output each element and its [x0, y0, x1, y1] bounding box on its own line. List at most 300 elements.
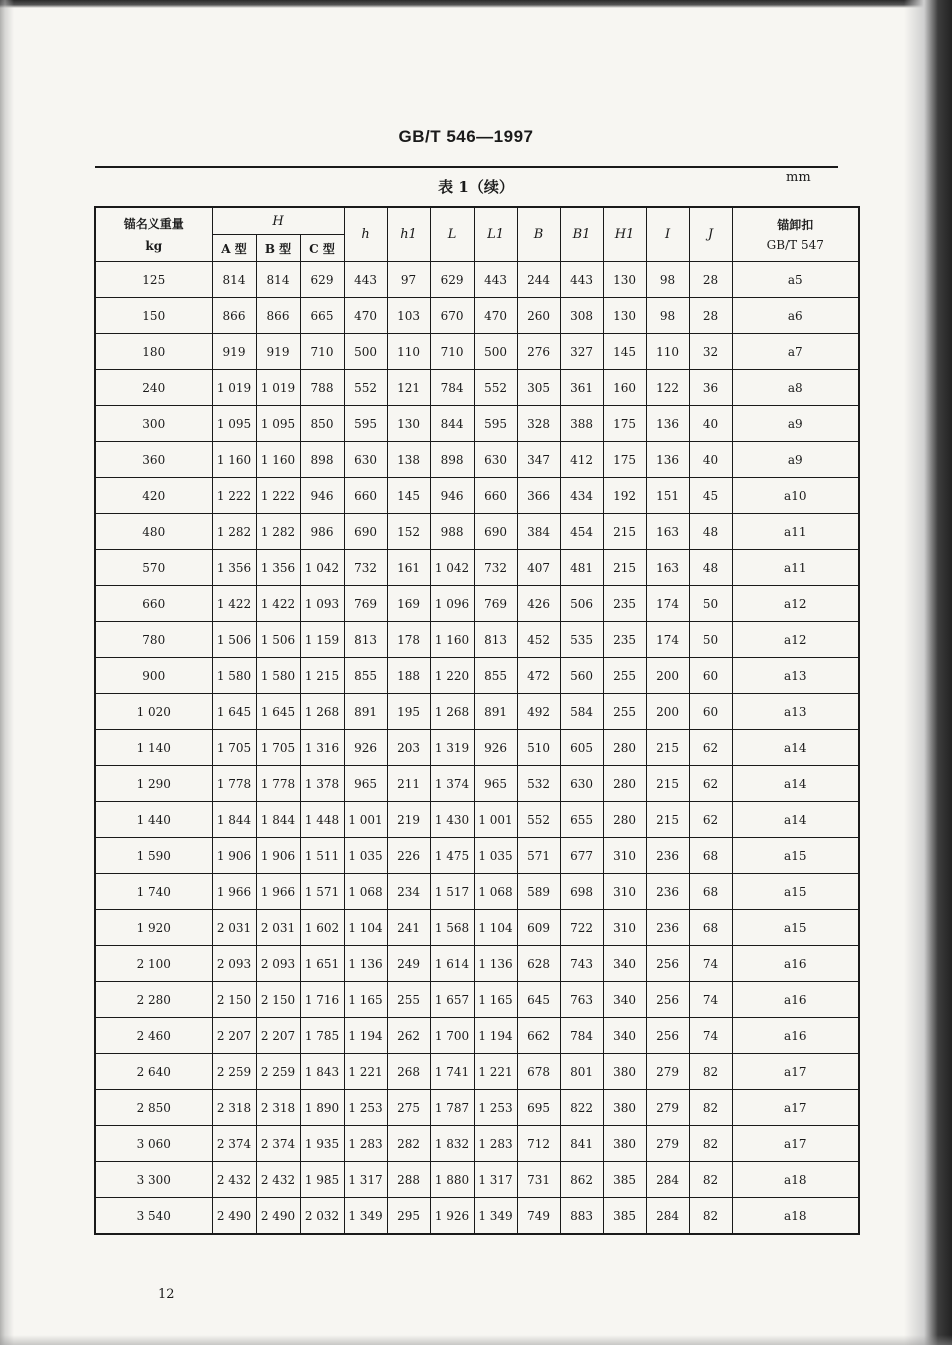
cell-H1: 160 [603, 370, 646, 406]
cell-B1: 630 [560, 766, 603, 802]
cell-H-type-a: 2 207 [212, 1018, 256, 1054]
scan-bottom-edge [0, 1335, 952, 1345]
cell-I: 256 [646, 946, 689, 982]
cell-shackle: a8 [732, 370, 859, 406]
cell-I: 236 [646, 874, 689, 910]
cell-H-type-b: 2 318 [256, 1090, 300, 1126]
cell-H-type-a: 1 422 [212, 586, 256, 622]
cell-nominal-weight: 1 140 [95, 730, 212, 766]
table-row [95, 910, 859, 946]
cell-L1: 769 [474, 586, 517, 622]
cell-L1: 855 [474, 658, 517, 694]
cell-B: 260 [517, 298, 560, 334]
cell-L1: 1 194 [474, 1018, 517, 1054]
cell-H-type-c: 850 [300, 406, 344, 442]
cell-H-type-c: 1 890 [300, 1090, 344, 1126]
cell-B1: 883 [560, 1198, 603, 1235]
cell-H-type-a: 2 432 [212, 1162, 256, 1198]
cell-H-type-b: 1 095 [256, 406, 300, 442]
cell-H1: 235 [603, 586, 646, 622]
cell-L: 946 [430, 478, 474, 514]
cell-nominal-weight: 2 100 [95, 946, 212, 982]
table-row [95, 658, 859, 694]
cell-B: 662 [517, 1018, 560, 1054]
cell-H-type-a: 2 318 [212, 1090, 256, 1126]
cell-H1: 130 [603, 262, 646, 298]
cell-L: 1 787 [430, 1090, 474, 1126]
cell-J: 60 [689, 658, 732, 694]
header-I: I [646, 207, 689, 262]
cell-B1: 308 [560, 298, 603, 334]
cell-H-type-c: 665 [300, 298, 344, 334]
cell-h1: 138 [387, 442, 430, 478]
cell-nominal-weight: 2 640 [95, 1054, 212, 1090]
cell-L1: 1 253 [474, 1090, 517, 1126]
cell-L: 1 741 [430, 1054, 474, 1090]
cell-B: 609 [517, 910, 560, 946]
cell-H1: 130 [603, 298, 646, 334]
cell-L1: 891 [474, 694, 517, 730]
cell-H-type-b: 2 374 [256, 1126, 300, 1162]
cell-H-type-b: 814 [256, 262, 300, 298]
cell-H1: 380 [603, 1090, 646, 1126]
cell-I: 174 [646, 622, 689, 658]
cell-h: 1 068 [344, 874, 387, 910]
cell-shackle: a14 [732, 766, 859, 802]
cell-H1: 280 [603, 766, 646, 802]
cell-H-type-c: 1 716 [300, 982, 344, 1018]
cell-H1: 310 [603, 910, 646, 946]
cell-J: 40 [689, 442, 732, 478]
cell-shackle: a17 [732, 1126, 859, 1162]
cell-h: 1 136 [344, 946, 387, 982]
cell-L: 898 [430, 442, 474, 478]
cell-h1: 295 [387, 1198, 430, 1235]
cell-L1: 630 [474, 442, 517, 478]
cell-J: 50 [689, 622, 732, 658]
cell-L1: 443 [474, 262, 517, 298]
cell-H1: 145 [603, 334, 646, 370]
table-row [95, 1126, 859, 1162]
cell-nominal-weight: 1 020 [95, 694, 212, 730]
cell-h1: 97 [387, 262, 430, 298]
cell-B: 472 [517, 658, 560, 694]
table-row [95, 1018, 859, 1054]
cell-B: 589 [517, 874, 560, 910]
table-row [95, 406, 859, 442]
cell-H-type-c: 710 [300, 334, 344, 370]
cell-B: 731 [517, 1162, 560, 1198]
cell-shackle: a18 [732, 1198, 859, 1235]
cell-L1: 1 035 [474, 838, 517, 874]
cell-H1: 175 [603, 442, 646, 478]
cell-shackle: a16 [732, 982, 859, 1018]
table-row [95, 694, 859, 730]
cell-J: 74 [689, 1018, 732, 1054]
cell-B1: 677 [560, 838, 603, 874]
cell-B1: 822 [560, 1090, 603, 1126]
header-H-type-a: A 型 [212, 235, 256, 262]
cell-h1: 288 [387, 1162, 430, 1198]
cell-H-type-a: 2 259 [212, 1054, 256, 1090]
cell-L1: 813 [474, 622, 517, 658]
cell-nominal-weight: 360 [95, 442, 212, 478]
cell-L1: 660 [474, 478, 517, 514]
cell-nominal-weight: 1 290 [95, 766, 212, 802]
cell-nominal-weight: 1 740 [95, 874, 212, 910]
cell-H-type-b: 1 019 [256, 370, 300, 406]
cell-L: 1 430 [430, 802, 474, 838]
header-H1: H1 [603, 207, 646, 262]
cell-H-type-c: 629 [300, 262, 344, 298]
cell-nominal-weight: 3 060 [95, 1126, 212, 1162]
cell-h1: 121 [387, 370, 430, 406]
cell-H1: 340 [603, 1018, 646, 1054]
cell-h: 1 317 [344, 1162, 387, 1198]
cell-H-type-a: 1 095 [212, 406, 256, 442]
cell-H-type-b: 2 432 [256, 1162, 300, 1198]
cell-nominal-weight: 570 [95, 550, 212, 586]
table-row [95, 370, 859, 406]
cell-shackle: a13 [732, 658, 859, 694]
header-rule [95, 166, 838, 168]
cell-H-type-c: 1 042 [300, 550, 344, 586]
cell-I: 279 [646, 1090, 689, 1126]
cell-I: 98 [646, 298, 689, 334]
cell-I: 98 [646, 262, 689, 298]
cell-shackle: a6 [732, 298, 859, 334]
cell-h: 965 [344, 766, 387, 802]
cell-J: 36 [689, 370, 732, 406]
cell-H-type-a: 1 906 [212, 838, 256, 874]
cell-B: 695 [517, 1090, 560, 1126]
cell-B: 426 [517, 586, 560, 622]
cell-B: 384 [517, 514, 560, 550]
cell-H-type-a: 1 356 [212, 550, 256, 586]
cell-L1: 1 165 [474, 982, 517, 1018]
cell-H-type-b: 1 580 [256, 658, 300, 694]
cell-h1: 262 [387, 1018, 430, 1054]
cell-H1: 215 [603, 514, 646, 550]
header-nominal-weight [95, 207, 212, 262]
cell-I: 256 [646, 1018, 689, 1054]
cell-h: 1 194 [344, 1018, 387, 1054]
cell-H-type-a: 1 705 [212, 730, 256, 766]
header-H-type-c: C 型 [300, 235, 344, 262]
cell-H-type-a: 1 019 [212, 370, 256, 406]
cell-nominal-weight: 2 850 [95, 1090, 212, 1126]
cell-L: 1 096 [430, 586, 474, 622]
cell-h: 1 253 [344, 1090, 387, 1126]
cell-L: 1 517 [430, 874, 474, 910]
cell-nominal-weight: 420 [95, 478, 212, 514]
cell-H1: 380 [603, 1126, 646, 1162]
header-H: H [212, 207, 344, 235]
cell-L: 1 880 [430, 1162, 474, 1198]
cell-I: 200 [646, 658, 689, 694]
cell-B: 712 [517, 1126, 560, 1162]
cell-H-type-a: 1 966 [212, 874, 256, 910]
cell-L1: 1 221 [474, 1054, 517, 1090]
cell-H-type-b: 2 259 [256, 1054, 300, 1090]
cell-h1: 226 [387, 838, 430, 874]
standard-code: GB/T 546—1997 [398, 127, 534, 146]
cell-H-type-b: 1 645 [256, 694, 300, 730]
cell-h1: 275 [387, 1090, 430, 1126]
cell-I: 215 [646, 802, 689, 838]
cell-H-type-a: 1 580 [212, 658, 256, 694]
unit-label: mm [786, 170, 811, 185]
cell-I: 215 [646, 730, 689, 766]
cell-L: 710 [430, 334, 474, 370]
scan-right-edge [904, 0, 952, 1345]
cell-h: 443 [344, 262, 387, 298]
cell-I: 151 [646, 478, 689, 514]
cell-J: 68 [689, 838, 732, 874]
table-row [95, 622, 859, 658]
anchor-dimensions-table [94, 206, 860, 1235]
cell-h: 1 349 [344, 1198, 387, 1235]
cell-H-type-b: 2 150 [256, 982, 300, 1018]
cell-B: 510 [517, 730, 560, 766]
cell-B1: 743 [560, 946, 603, 982]
cell-L1: 965 [474, 766, 517, 802]
cell-L: 1 832 [430, 1126, 474, 1162]
table-row [95, 586, 859, 622]
cell-shackle: a15 [732, 910, 859, 946]
cell-J: 28 [689, 262, 732, 298]
cell-B1: 481 [560, 550, 603, 586]
cell-H-type-b: 1 356 [256, 550, 300, 586]
cell-I: 236 [646, 910, 689, 946]
cell-h: 891 [344, 694, 387, 730]
cell-H-type-a: 1 506 [212, 622, 256, 658]
cell-L: 1 568 [430, 910, 474, 946]
cell-L1: 470 [474, 298, 517, 334]
cell-H-type-a: 2 490 [212, 1198, 256, 1235]
cell-L: 784 [430, 370, 474, 406]
cell-shackle: a17 [732, 1090, 859, 1126]
cell-h1: 282 [387, 1126, 430, 1162]
header-h: h [344, 207, 387, 262]
cell-h1: 268 [387, 1054, 430, 1090]
cell-B: 452 [517, 622, 560, 658]
cell-H1: 310 [603, 874, 646, 910]
cell-shackle: a14 [732, 802, 859, 838]
cell-L1: 595 [474, 406, 517, 442]
cell-B: 628 [517, 946, 560, 982]
table-row [95, 334, 859, 370]
cell-nominal-weight: 1 590 [95, 838, 212, 874]
cell-H-type-c: 1 571 [300, 874, 344, 910]
cell-B1: 327 [560, 334, 603, 370]
cell-shackle: a15 [732, 838, 859, 874]
cell-L: 1 475 [430, 838, 474, 874]
cell-J: 48 [689, 550, 732, 586]
cell-B1: 506 [560, 586, 603, 622]
cell-H-type-b: 919 [256, 334, 300, 370]
cell-h1: 249 [387, 946, 430, 982]
cell-h1: 161 [387, 550, 430, 586]
cell-h1: 188 [387, 658, 430, 694]
cell-shackle: a12 [732, 586, 859, 622]
cell-nominal-weight: 1 440 [95, 802, 212, 838]
cell-B: 366 [517, 478, 560, 514]
header-L: L [430, 207, 474, 262]
cell-H-type-c: 986 [300, 514, 344, 550]
cell-L: 1 160 [430, 622, 474, 658]
page-number: 12 [158, 1287, 175, 1302]
cell-h: 660 [344, 478, 387, 514]
cell-B1: 434 [560, 478, 603, 514]
cell-H1: 310 [603, 838, 646, 874]
table-row [95, 550, 859, 586]
cell-H-type-a: 1 844 [212, 802, 256, 838]
cell-h: 769 [344, 586, 387, 622]
cell-I: 279 [646, 1054, 689, 1090]
scan-top-edge [0, 0, 952, 8]
cell-h: 1 221 [344, 1054, 387, 1090]
cell-shackle: a15 [732, 874, 859, 910]
cell-L: 844 [430, 406, 474, 442]
cell-h1: 219 [387, 802, 430, 838]
cell-L: 1 042 [430, 550, 474, 586]
cell-B1: 862 [560, 1162, 603, 1198]
cell-H-type-b: 1 506 [256, 622, 300, 658]
cell-L1: 1 104 [474, 910, 517, 946]
table-caption: 表 1（续） [438, 178, 514, 196]
cell-B: 645 [517, 982, 560, 1018]
table-row [95, 514, 859, 550]
cell-H-type-a: 2 374 [212, 1126, 256, 1162]
cell-H-type-b: 2 490 [256, 1198, 300, 1235]
cell-I: 200 [646, 694, 689, 730]
table-row [95, 478, 859, 514]
cell-H1: 385 [603, 1198, 646, 1235]
cell-L: 670 [430, 298, 474, 334]
cell-nominal-weight: 2 460 [95, 1018, 212, 1054]
cell-H-type-b: 1 844 [256, 802, 300, 838]
cell-h: 926 [344, 730, 387, 766]
cell-H-type-a: 1 645 [212, 694, 256, 730]
cell-B1: 784 [560, 1018, 603, 1054]
table-row [95, 802, 859, 838]
cell-H1: 175 [603, 406, 646, 442]
cell-nominal-weight: 3 300 [95, 1162, 212, 1198]
cell-H-type-b: 1 282 [256, 514, 300, 550]
cell-H-type-c: 788 [300, 370, 344, 406]
cell-H-type-c: 2 032 [300, 1198, 344, 1235]
cell-H-type-c: 1 268 [300, 694, 344, 730]
cell-shackle: a13 [732, 694, 859, 730]
cell-J: 74 [689, 982, 732, 1018]
cell-H1: 255 [603, 658, 646, 694]
cell-shackle: a7 [732, 334, 859, 370]
cell-H-type-c: 1 843 [300, 1054, 344, 1090]
cell-h: 1 283 [344, 1126, 387, 1162]
cell-H-type-a: 2 093 [212, 946, 256, 982]
table-row [95, 766, 859, 802]
cell-shackle: a16 [732, 946, 859, 982]
cell-B1: 412 [560, 442, 603, 478]
cell-H-type-c: 1 511 [300, 838, 344, 874]
cell-B1: 655 [560, 802, 603, 838]
cell-H1: 340 [603, 982, 646, 1018]
cell-H-type-c: 1 316 [300, 730, 344, 766]
header-anchor-shackle [732, 207, 859, 262]
cell-B1: 801 [560, 1054, 603, 1090]
cell-J: 32 [689, 334, 732, 370]
cell-B1: 605 [560, 730, 603, 766]
cell-h1: 145 [387, 478, 430, 514]
cell-B1: 841 [560, 1126, 603, 1162]
cell-nominal-weight: 300 [95, 406, 212, 442]
header-H-type-b: B 型 [256, 235, 300, 262]
cell-H-type-c: 1 935 [300, 1126, 344, 1162]
cell-L1: 732 [474, 550, 517, 586]
cell-H-type-c: 1 215 [300, 658, 344, 694]
cell-H-type-a: 1 160 [212, 442, 256, 478]
cell-h: 470 [344, 298, 387, 334]
cell-h1: 211 [387, 766, 430, 802]
table-body [95, 262, 859, 1235]
cell-J: 28 [689, 298, 732, 334]
header-J: J [689, 207, 732, 262]
cell-B: 749 [517, 1198, 560, 1235]
cell-h: 732 [344, 550, 387, 586]
cell-L: 988 [430, 514, 474, 550]
cell-J: 40 [689, 406, 732, 442]
cell-B: 276 [517, 334, 560, 370]
cell-B1: 584 [560, 694, 603, 730]
cell-L1: 1 136 [474, 946, 517, 982]
cell-H1: 340 [603, 946, 646, 982]
table-row [95, 262, 859, 298]
cell-H-type-b: 1 160 [256, 442, 300, 478]
cell-B: 492 [517, 694, 560, 730]
header-B: B [517, 207, 560, 262]
header-L1: L1 [474, 207, 517, 262]
cell-h: 690 [344, 514, 387, 550]
header-weight-unit: kg [145, 238, 163, 253]
table-row [95, 298, 859, 334]
table-row [95, 874, 859, 910]
cell-h: 595 [344, 406, 387, 442]
cell-L: 1 220 [430, 658, 474, 694]
table-row [95, 730, 859, 766]
cell-H-type-c: 1 448 [300, 802, 344, 838]
cell-nominal-weight: 3 540 [95, 1198, 212, 1235]
cell-I: 284 [646, 1198, 689, 1235]
cell-nominal-weight: 1 920 [95, 910, 212, 946]
cell-shackle: a9 [732, 442, 859, 478]
cell-h: 1 035 [344, 838, 387, 874]
cell-I: 163 [646, 514, 689, 550]
cell-H-type-c: 1 985 [300, 1162, 344, 1198]
cell-I: 236 [646, 838, 689, 874]
cell-shackle: a11 [732, 550, 859, 586]
cell-H-type-a: 919 [212, 334, 256, 370]
cell-H1: 380 [603, 1054, 646, 1090]
cell-h1: 110 [387, 334, 430, 370]
cell-J: 60 [689, 694, 732, 730]
cell-L1: 1 068 [474, 874, 517, 910]
cell-H-type-b: 1 222 [256, 478, 300, 514]
cell-B1: 698 [560, 874, 603, 910]
cell-h1: 178 [387, 622, 430, 658]
table-row [95, 1090, 859, 1126]
cell-H-type-a: 2 031 [212, 910, 256, 946]
